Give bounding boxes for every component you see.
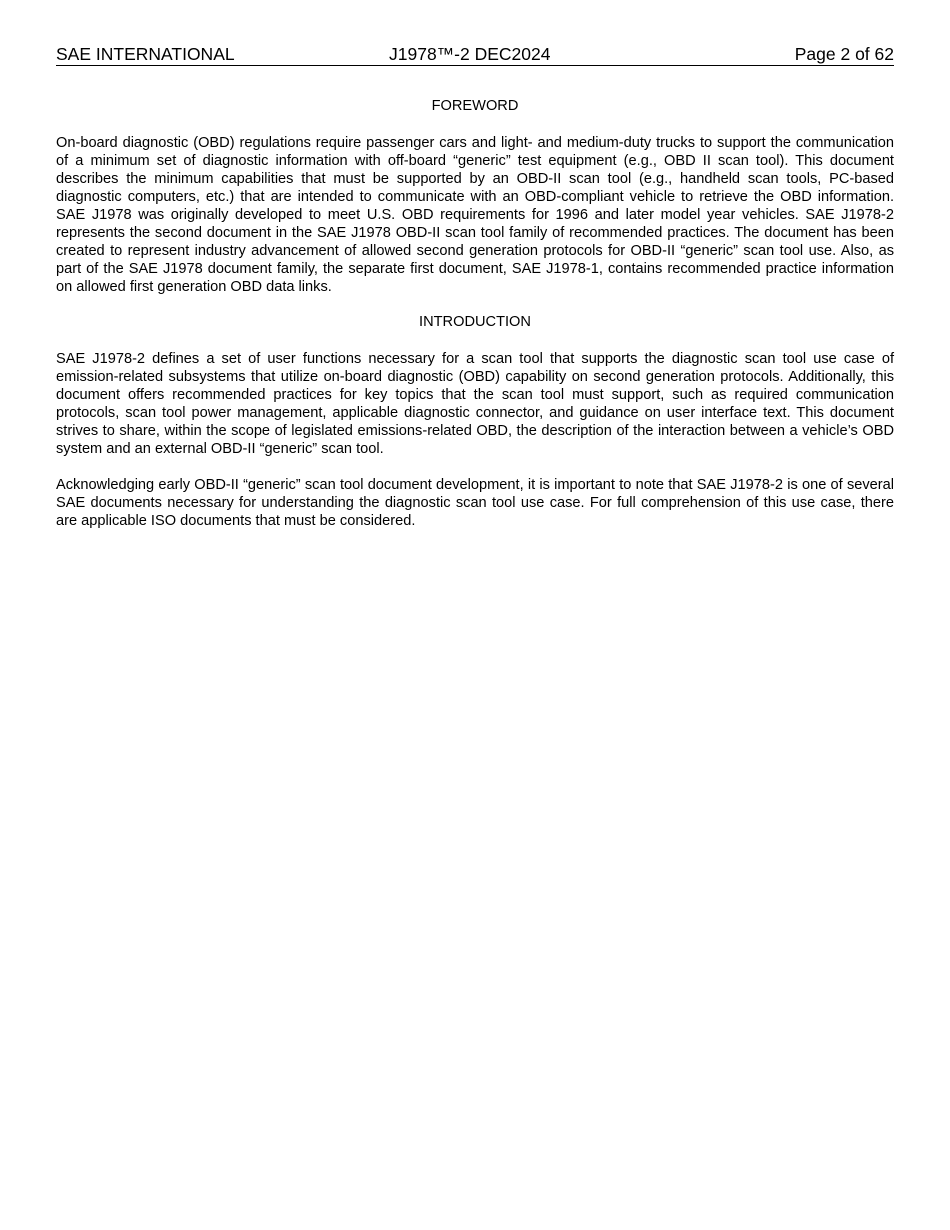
header-organization: SAE INTERNATIONAL	[56, 44, 235, 64]
foreword-paragraph: On-board diagnostic (OBD) regulations require passenger cars and light- and medium-duty trucks to support the communication of a minimum set of diagnostic information with off-board “generic” test equipment (e.g., OBD II scan tool). This document describes the minimum capabilities that must be supported by an OBD-II scan tool (e.g., handheld scan tools, PC-based diagnostic computers, etc.) that are intended to communicate with an OBD-compliant vehicle to retrieve the OBD information. SAE J1978 was originally developed to meet U.S. OBD requirements for 1996 and later model year vehicles. SAE J1978-2 represents the second document in the SAE J1978 OBD-II scan tool family of recommended practices. The document has been created to represent industry advancement of allowed second generation protocols for OBD-II “generic” scan tool use. Also, as part of the SAE J1978 document family, the separate first document, SAE J1978-1, contains recommended practice information on allowed first generation OBD data links.	[56, 135, 894, 295]
introduction-paragraph-1: SAE J1978-2 defines a set of user functions necessary for a scan tool that supports the diagnostic scan tool use case of emission-related subsystems that utilize on-board diagnostic (OBD) capability on second generation protocols. Additionally, this document offers recommended practices for key topics that the scan tool must support, such as required communication protocols, scan tool power management, applicable diagnostic connector, and guidance on user interface text. This document strives to share, within the scope of legislated emissions-related OBD, the description of the interaction between a vehicle’s OBD system and an external OBD-II “generic” scan tool.	[56, 351, 894, 457]
introduction-paragraph-2: Acknowledging early OBD-II “generic” scan tool document development, it is important to note that SAE J1978-2 is one of several SAE documents necessary for understanding the diagnostic scan tool use case. For full comprehension of this use case, there are applicable ISO documents that must be considered.	[56, 477, 894, 529]
foreword-heading: FOREWORD	[431, 98, 519, 114]
header-page-number: Page 2 of 62	[794, 44, 894, 64]
introduction-heading: INTRODUCTION	[419, 314, 531, 330]
header-document-id: J1978™-2 DEC2024	[389, 44, 551, 64]
page-header	[56, 44, 894, 66]
